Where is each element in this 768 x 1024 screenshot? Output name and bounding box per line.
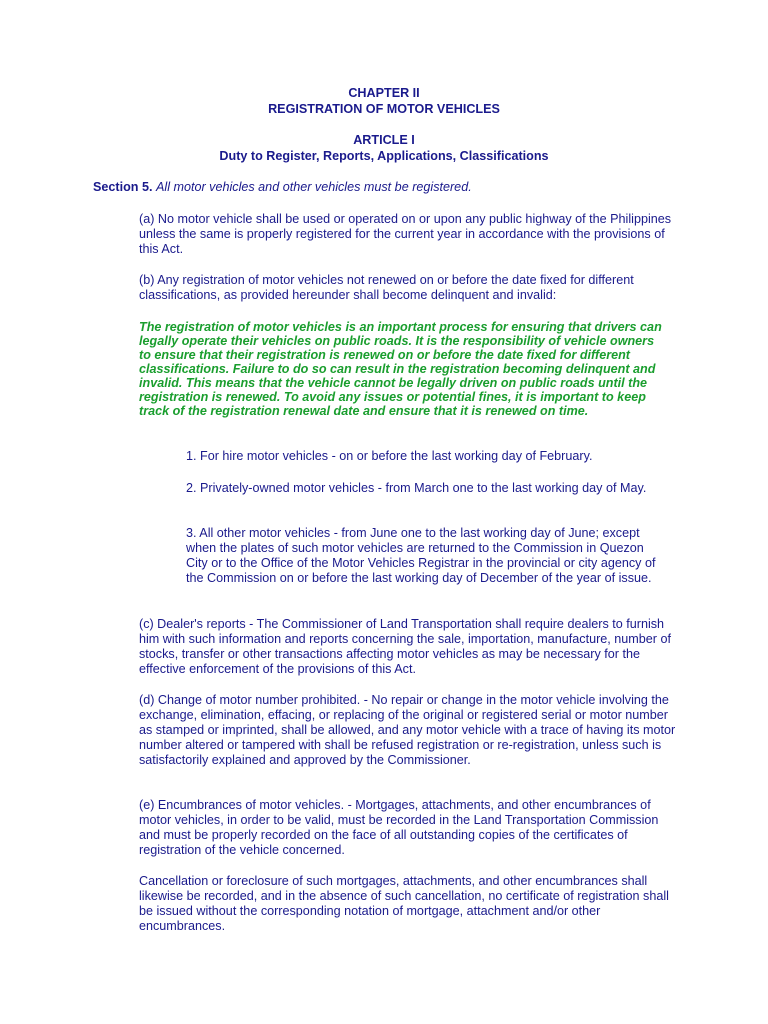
section-heading (93, 180, 693, 195)
paragraph-b: (b) Any registration of motor vehicles not renewed on or before the date fixed for different classifications, as provided hereunder shall become delinquent and invalid: (139, 273, 634, 302)
section-label: Section 5. (93, 180, 153, 194)
paragraph-c: (c) Dealer's reports - The Commissioner of Land Transportation shall require dealers to furnish him with such information and reports concerning the sale, importation, manufacture, number of stocks, transfer or other transactions affecting motor vehicles as may be necessary for the effective enforcement of the provisions of this Act. (139, 617, 672, 676)
section-text: All motor vehicles and other vehicles must be registered. (156, 180, 472, 194)
chapter-number: CHAPTER II (348, 86, 420, 100)
registration-note: The registration of motor vehicles is an important process for ensuring that drivers can legally operate their vehicles on public roads. It is the responsibility of vehicle owners to ensure that their registration is renewed on or before the date fixed for different classifications. Failure to do so can result in the registration becoming delinquent and invalid. This means that the vehicle cannot be legally driven on public roads until the registration is renewed. To avoid any issues or potential fines, it is important to keep track of the registration renewal date and ensure that it is renewed on time. (139, 320, 662, 418)
list-item-2: 2. Privately-owned motor vehicles - from March one to the last working day of May. (186, 481, 647, 495)
paragraph-d: (d) Change of motor number prohibited. - No repair or change in the motor vehicle involving the exchange, elimination, effacing, or replacing of the original or registered serial or motor number as stamped or imprinted, shall be allowed, and any motor vehicle with a trace of having its motor number altered or tampered with shall be refused registration or re-registration, unless such is satisfactorily explained and approved by the Commissioner. (139, 693, 676, 767)
paragraph-cancellation: Cancellation or foreclosure of such mortgages, attachments, and other encumbrances shall likewise be recorded, and in the absence of such cancellation, no certificate of registration shall be issued without the corresponding notation of mortgage, attachment and/or other encumbrances. (139, 874, 669, 933)
paragraph-e: (e) Encumbrances of motor vehicles. - Mortgages, attachments, and other encumbrances of motor vehicles, in order to be valid, must be recorded in the Land Transportation Commission and must be properly recorded on the face of all outstanding copies of the certificates of registration of the vehicle concerned. (139, 798, 659, 857)
article-number: ARTICLE I (353, 133, 415, 147)
list-item-1: 1. For hire motor vehicles - on or before the last working day of February. (186, 449, 593, 463)
article-title: Duty to Register, Reports, Applications, Classifications (219, 149, 549, 163)
chapter-title: REGISTRATION OF MOTOR VEHICLES (268, 102, 500, 116)
list-item-3: 3. All other motor vehicles - from June one to the last working day of June; except when the plates of such motor vehicles are returned to the Commission in Quezon City or to the Office of the Motor Vehicles Registrar in the provincial or city agency of the Commission on or before the last working day of December of the year of issue. (186, 526, 656, 585)
paragraph-a: (a) No motor vehicle shall be used or operated on or upon any public highway of the Philippines unless the same is properly registered for the current year in accordance with the provisions of this Act. (139, 212, 672, 256)
